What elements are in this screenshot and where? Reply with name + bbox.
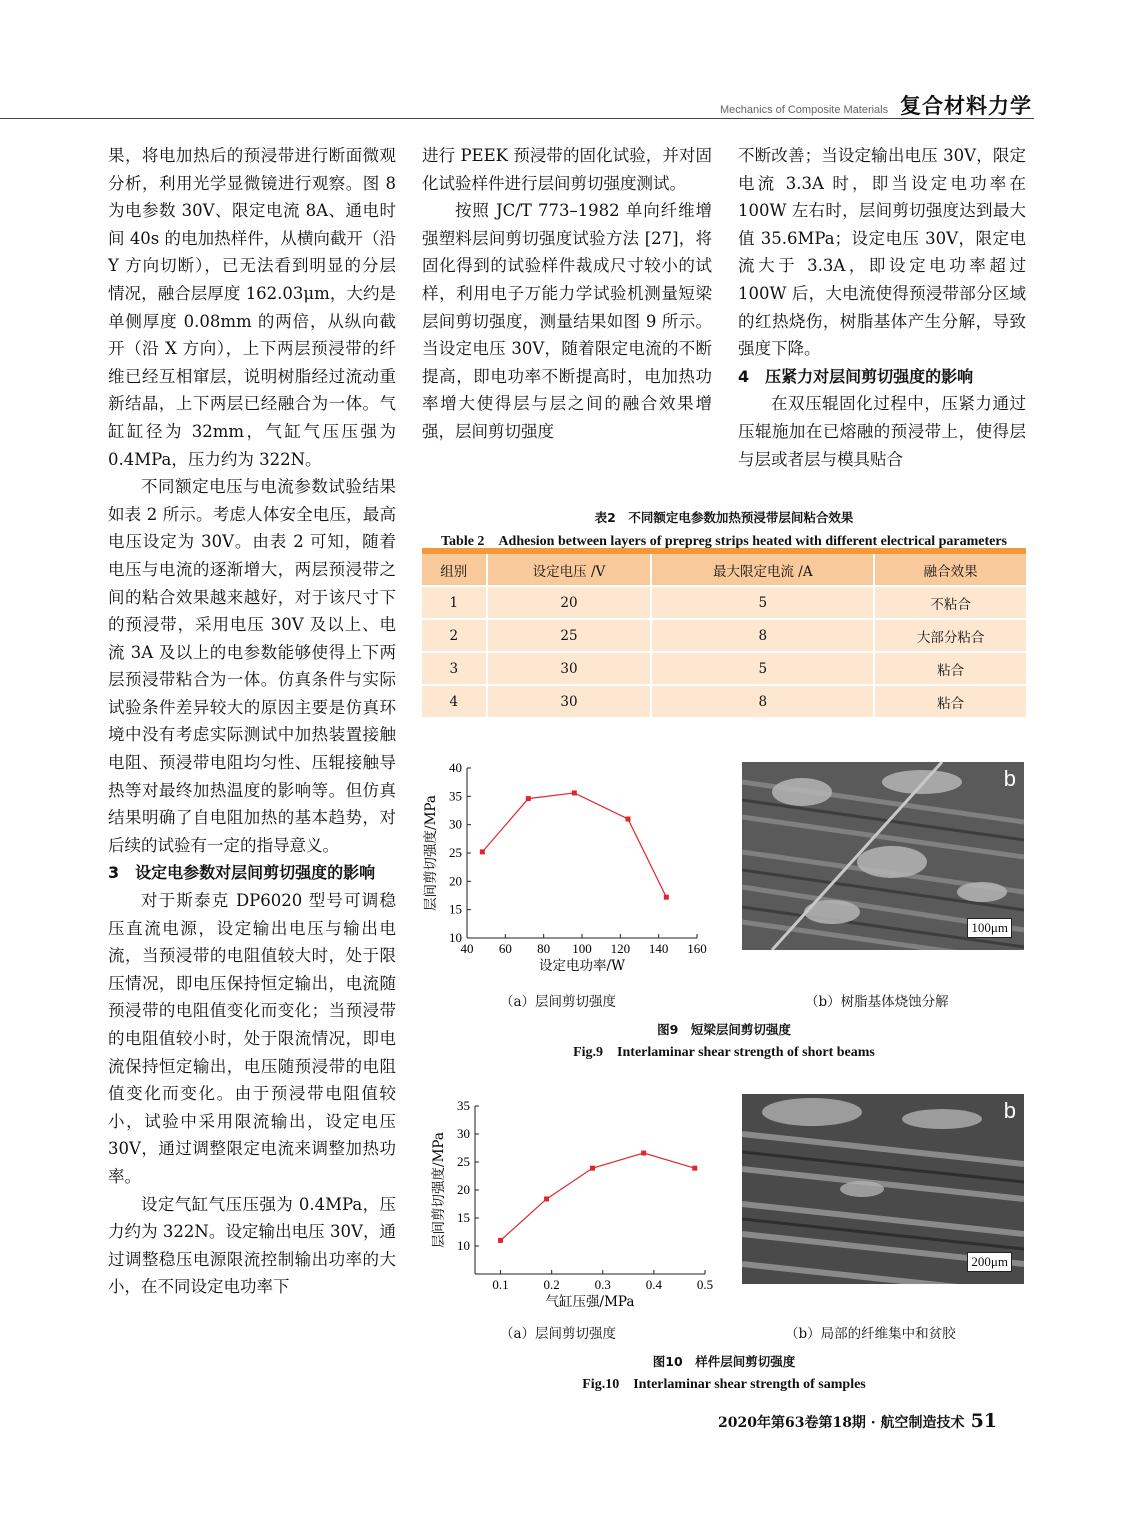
series-line [482,793,666,897]
data-point [626,817,631,822]
column-header: 组别 [422,551,487,586]
y-tick-label: 10 [457,1238,470,1253]
table-cell: 25 [487,619,652,652]
paragraph: 不同额定电压与电流参数试验结果如表 2 所示。考虑人体安全电压，最高电压设定为 30V。由表 2 可知，随着电压与电流的逐渐增大，两层预浸带之间的粘合效果越来越好，对于该尺寸下的预浸带，采用电压 30V 及以上、电流 3A 及以上的电参数能够使得上下两层预浸带粘合为一体。仿真条件与实际试验条件差异较大的原因主要是仿真环境中没有考虑实际测试中加热装置接触电阻、预浸带电阻均匀性、压辊接触导热等对最终加热温度的影响等。但仿真结果明确了自电阻加热的基本趋势，对后续的试验有一定的指导意义。 [108,477,396,855]
subfigure-caption-b: （b）树脂基体烧蚀分解 [805,994,949,1010]
sem-image-fig10 [742,1094,1024,1284]
section-heading-3: 3 设定电参数对层间剪切强度的影响 [108,863,376,883]
table-cell: 1 [422,586,487,619]
scale-bar: 200μm [967,1252,1012,1272]
table-row [422,652,1026,685]
table-cell: 8 [651,619,874,652]
y-tick-label: 20 [449,873,462,889]
figure-caption-en: Fig.9 Interlaminar shear strength of short beams [573,1045,875,1060]
header-rule [0,118,1034,119]
table-row [422,586,1026,619]
data-point [498,1238,503,1243]
column-right [738,142,1026,473]
table-row [422,685,1026,717]
column-middle [422,142,712,446]
y-tick-label: 40 [449,760,462,775]
column-left [108,142,396,1301]
table-cell: 5 [651,652,874,685]
sem-image-fig9 [742,762,1024,950]
y-tick-label: 15 [449,901,462,917]
paragraph: 不断改善；当设定输出电压 30V，限定电流 3.3A 时，即当设定电功率在 100W 左右时，层间剪切强度达到最大值 35.6MPa；设定电压 30V，限定电流大于 3.3A，即设定电功率超过 100W 后，大电流使得预浸带部分区域的红热烧伤，树脂基体产生分解，导致强度下降。 [738,146,1026,359]
panel-label: b [1003,766,1016,791]
figure-caption-en: Fig.10 Interlaminar shear strength of samples [582,1377,866,1392]
column-header: 融合效果 [874,551,1026,586]
table-caption-en: Table 2 Adhesion between layers of prepreg strips heated with different electrical parameters [440,534,1007,549]
page-number: 51 [970,1410,998,1432]
table-caption-cn: 表2 不同额定电参数加热预浸带层间粘合效果 [594,510,854,525]
table-cell: 8 [651,685,874,717]
page-footer [718,1410,997,1432]
x-tick-label: 0.2 [543,1277,560,1292]
y-tick-label: 25 [449,845,462,860]
table-cell: 30 [487,652,652,685]
x-tick-label: 120 [610,941,631,956]
paragraph: 按照 JC/T 773–1982 单向纤维增强塑料层间剪切强度试验方法 [27]，将固化得到的试验样件裁成尺寸较小的试样，利用电子万能力学试验机测量短梁层间剪切强度，测量结果如图 9 所示。当设定电压 30V，随着限定电流的不断提高，即电功率不断提高时，电加热功率增大使得层与层之间的融合效果增强，层间剪切强度 [422,201,712,441]
x-tick-label: 0.5 [696,1277,714,1292]
data-point [692,1166,697,1171]
x-tick-label: 100 [572,941,592,956]
table-header-row [422,551,1026,586]
x-tick-label: 140 [648,941,669,956]
journal-name-en: Mechanics of Composite Materials [720,104,889,116]
y-tick-label: 10 [449,930,462,945]
x-axis-label: 气缸压强/MPa [545,1294,635,1310]
journal-name-cn: 复合材料力学 [900,94,1032,118]
panel-label: b [1003,1098,1016,1123]
table-cell: 20 [487,586,652,619]
paragraph: 进行 PEEK 预浸带的固化试验，并对固化试验样件进行层间剪切强度测试。 [422,146,712,193]
paragraph: 在双压辊固化过程中，压紧力通过压辊施加在已熔融的预浸带上，使得层与层或者层与模具贴合 [738,394,1026,469]
figure-caption-cn: 图10 样件层间剪切强度 [652,1354,796,1369]
data-point [664,895,669,900]
x-axis-label: 设定电功率/W [539,958,625,974]
table-cell: 2 [422,619,487,652]
table-cell: 4 [422,685,487,717]
data-point [480,849,485,854]
data-point [641,1151,646,1156]
column-header: 设定电压 /V [487,551,652,586]
x-tick-label: 160 [687,941,707,956]
y-tick-label: 35 [449,788,462,804]
table-cell: 粘合 [874,685,1026,717]
y-axis-label: 层间剪切强度/MPa [423,795,439,911]
x-tick-label: 40 [460,941,474,956]
shear-strength-power-chart [422,756,722,982]
subfigure-caption-b: （b）局部的纤维集中和贫胶 [785,1326,956,1342]
x-tick-label: 0.4 [645,1277,663,1292]
y-tick-label: 30 [449,816,462,832]
paragraph: 对于斯泰克 DP6020 型号可调稳压直流电源，设定输出电压与输出电流，当预浸带的电阻值较大时，处于限压情况，即电压保持恒定输出，电流随预浸带的电阻值变化而变化；当预浸带的电阻值较小时，处于限流情况，即电流保持恒定输出，电压随预浸带的电阻值变化而变化。由于预浸带电阻值较小，试验中采用限流输出，设定电压 30V，通过调整限定电流来调整加热功率。 [108,891,396,1186]
figure-caption-cn: 图9 短梁层间剪切强度 [657,1022,791,1037]
scale-bar: 100μm [967,918,1012,938]
shear-strength-pressure-chart [422,1094,722,1316]
x-tick-label: 80 [537,941,551,956]
subfigure-caption-a: （a）层间剪切强度 [500,1326,617,1342]
y-tick-label: 30 [457,1126,470,1141]
table-cell: 3 [422,652,487,685]
x-tick-label: 60 [498,941,512,956]
data-point [590,1166,595,1171]
table-row [422,619,1026,652]
section-heading-4: 4 压紧力对层间剪切强度的影响 [738,366,974,386]
table-cell: 大部分粘合 [874,619,1026,652]
subfigure-caption-a: （a）层间剪切强度 [500,994,617,1010]
x-tick-label: 0.3 [594,1277,611,1292]
paragraph: 果，将电加热后的预浸带进行断面微观分析，利用光学显微镜进行观察。图 8 为电参数 30V、限定电流 8A、通电时间 40s 的电加热样件，从横向截开（沿 Y 方向切断），已无法看到明显的分层情况，融合层厚度 162.03μm，大约是单侧厚度 0.08mm 的两倍，从纵向截开（沿 X 方向），上下两层预浸带的纤维已经互相窜层，说明树脂经过流动重新结晶，上下两层已经融合为一体。气缸缸径为 32mm，气缸气压压强为 0.4MPa，压力约为 322N。 [108,146,396,469]
paragraph: 设定气缸气压压强为 0.4MPa，压力约为 322N。设定输出电压 30V，通过调整稳压电源限流控制输出功率的大小，在不同设定电功率下 [108,1194,396,1297]
y-tick-label: 35 [457,1098,470,1113]
table-cell: 5 [651,586,874,619]
column-header: 最大限定电流 /A [651,551,874,586]
table-cell: 30 [487,685,652,717]
data-table [422,548,1026,717]
x-tick-label: 0.1 [492,1277,509,1292]
y-tick-label: 25 [457,1154,470,1169]
data-point [544,1196,549,1201]
series-line [501,1153,695,1240]
y-tick-label: 15 [457,1210,470,1225]
data-point [526,796,531,801]
footer-journal-issue: 2020年第63卷第18期 · 航空制造技术 [718,1415,965,1431]
data-point [572,790,577,795]
table-cell: 粘合 [874,652,1026,685]
table-cell: 不粘合 [874,586,1026,619]
y-axis-label: 层间剪切强度/MPa [431,1132,447,1248]
y-tick-label: 20 [457,1182,470,1197]
